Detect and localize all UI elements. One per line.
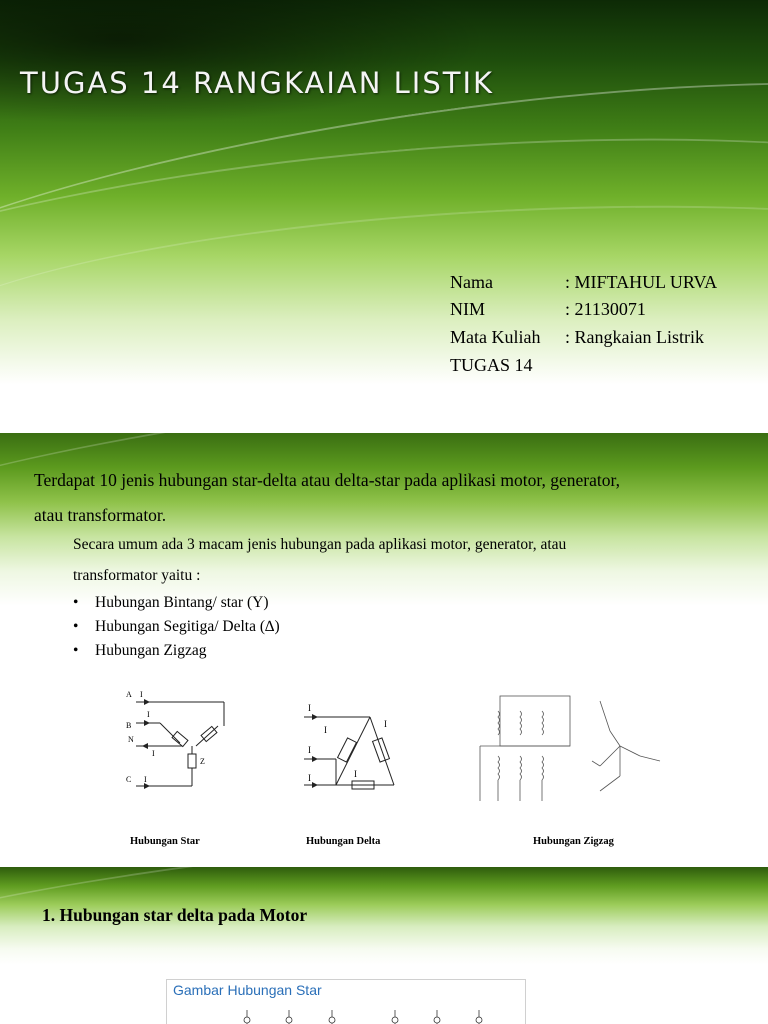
- intro-text-line1: Terdapat 10 jenis hubungan star-delta atau delta-star pada aplikasi motor, generator,: [34, 470, 620, 490]
- info-value: : Rangkaian Listrik: [565, 327, 704, 347]
- current-label: I: [140, 690, 143, 699]
- zigzag-connection-diagram: [470, 691, 670, 806]
- caption-delta: Hubungan Delta: [306, 836, 381, 847]
- slide-title: TUGAS 14 RANGKAIAN LISTIK: [20, 66, 495, 100]
- info-key: Mata Kuliah: [450, 327, 541, 347]
- info-key: NIM: [450, 299, 485, 319]
- bullet-text: Hubungan Zigzag: [95, 642, 207, 659]
- bullet-item: [73, 618, 280, 636]
- bullet-item: [73, 642, 206, 660]
- info-value: : 21130071: [565, 299, 646, 319]
- current-label: I: [144, 775, 147, 784]
- bullet-item: [73, 594, 268, 612]
- delta-connection-diagram: [298, 699, 408, 799]
- current-label: I: [147, 710, 150, 719]
- current-label: I: [308, 773, 311, 783]
- image-title: Gambar Hubungan Star: [173, 982, 322, 998]
- impedance-label: Z: [200, 757, 205, 766]
- info-value: : MIFTAHUL URVA: [565, 272, 718, 292]
- intro-text-line2: atau transformator.: [34, 505, 167, 525]
- phase-label: B: [126, 721, 132, 730]
- info-key: TUGAS 14: [450, 355, 533, 375]
- sub-text-line2: transformator yaitu :: [73, 567, 201, 584]
- star-connection-diagram: [120, 688, 240, 803]
- phase-label: N: [128, 735, 134, 744]
- section-heading: 1. Hubungan star delta pada Motor: [42, 905, 308, 925]
- caption-star: Hubungan Star: [130, 836, 200, 847]
- current-label: I: [152, 749, 155, 758]
- bullet-text: Hubungan Segitiga/ Delta (∆): [95, 618, 280, 635]
- phase-label: A: [126, 690, 132, 699]
- info-key: Nama: [450, 272, 493, 292]
- star-connection-image: [166, 979, 526, 1024]
- caption-zigzag: Hubungan Zigzag: [533, 836, 614, 847]
- phase-label: C: [126, 775, 132, 784]
- terminal-diagram: [167, 998, 525, 1024]
- current-label: I: [384, 719, 387, 729]
- bullet-dot-icon: •: [73, 594, 79, 611]
- sub-text-line1: Secara umum ada 3 macam jenis hubungan pada aplikasi motor, generator, atau: [73, 536, 567, 553]
- current-label: I: [354, 769, 357, 779]
- content-slide-connections: [0, 433, 768, 865]
- bullet-dot-icon: •: [73, 618, 79, 635]
- current-label: I: [308, 703, 311, 713]
- bullet-text: Hubungan Bintang/ star (Y): [95, 594, 269, 611]
- current-label: I: [324, 725, 327, 735]
- content-slide-motor: [0, 867, 768, 1024]
- current-label: I: [308, 745, 311, 755]
- title-slide: [0, 0, 768, 427]
- bullet-dot-icon: •: [73, 642, 79, 659]
